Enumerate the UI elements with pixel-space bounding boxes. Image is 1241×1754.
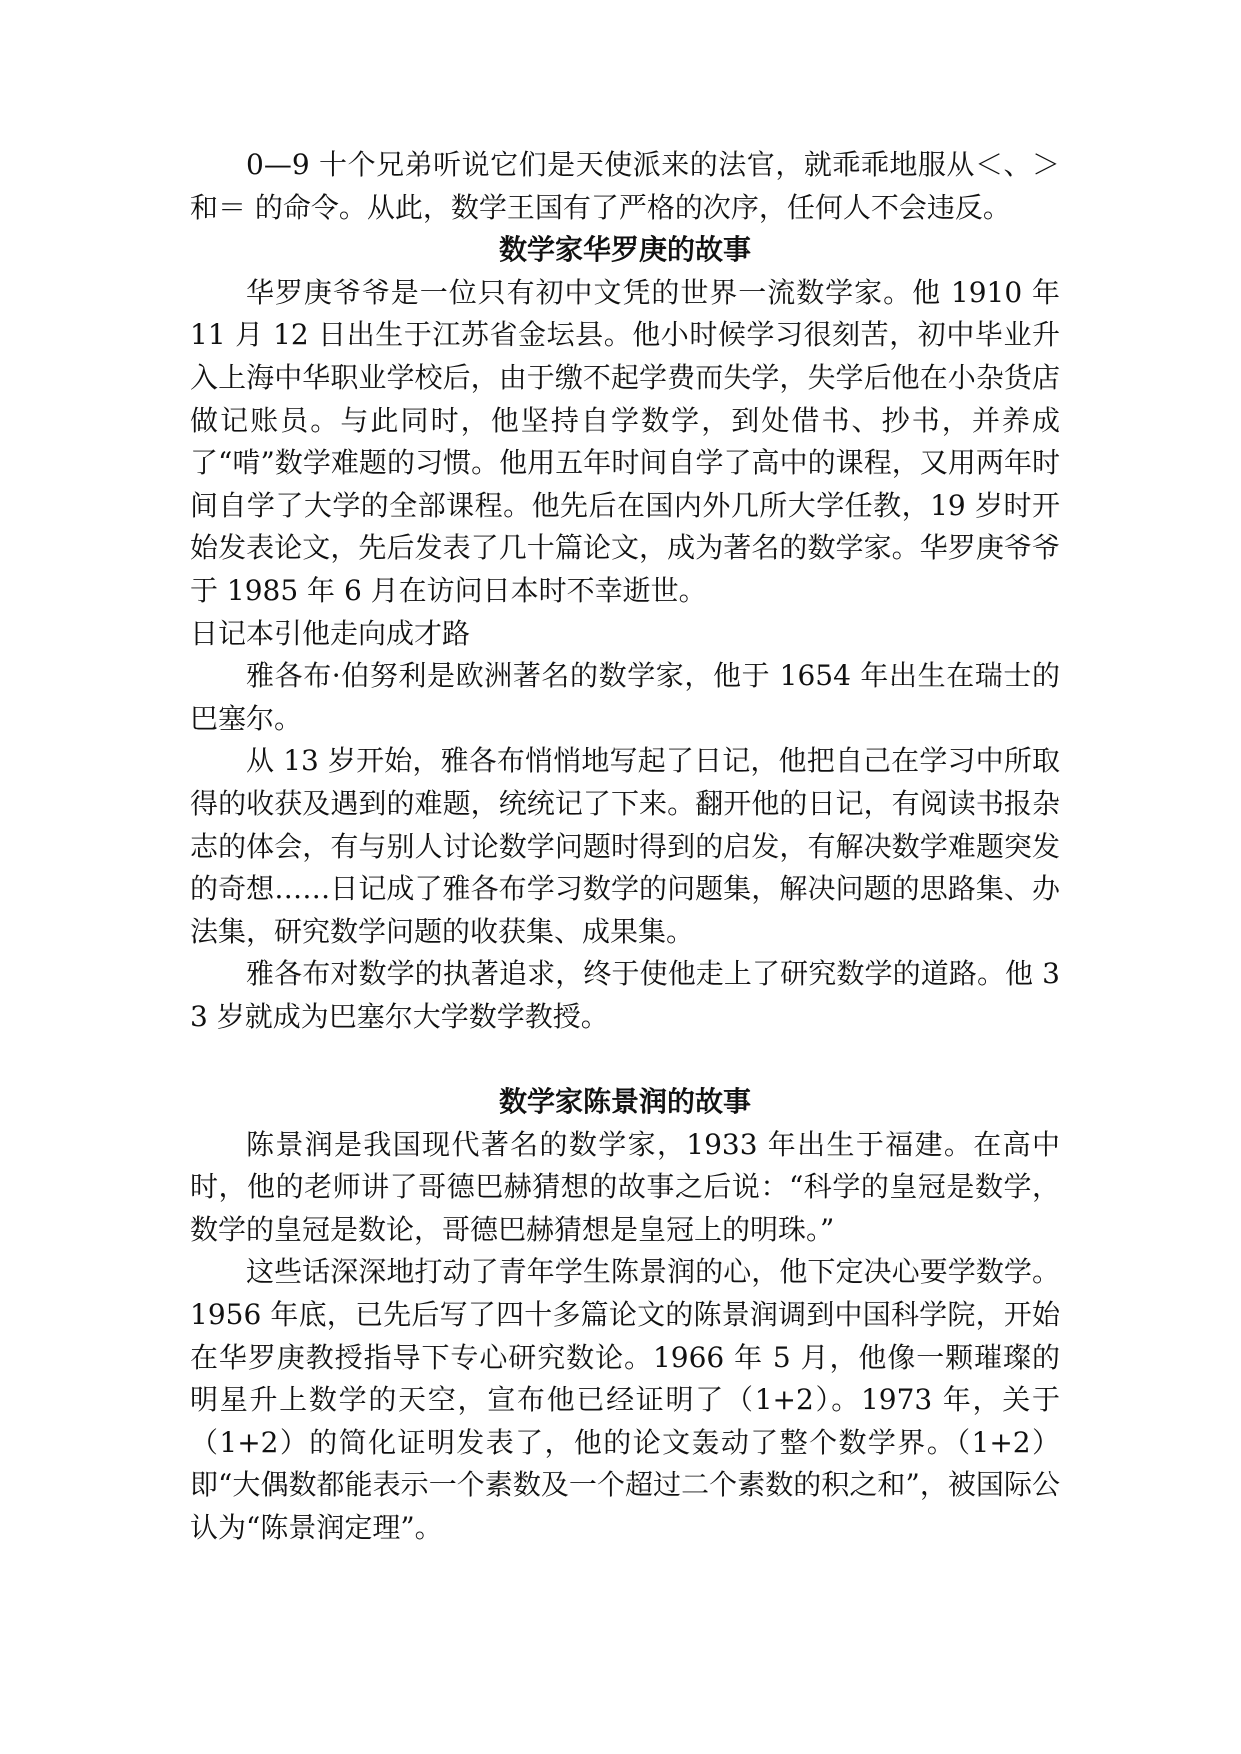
- section-spacer: [190, 1038, 1060, 1081]
- document-page: [190, 144, 1060, 1550]
- chen-paragraph-2: 这些话深深地打动了青年学生陈景润的心，他下定决心要学数学。1956 年底，已先后写了四十多篇论文的陈景润调到中国科学院，开始在华罗庚教授指导下专心研究数论。1966 年 5 月，他像一颗璀璨的明星升上数学的天空，宣布他已经证明了（1+2）。1973 年，关于（1+2）的简化证明发表了，他的论文轰动了整个数学界。（1+2）即“大偶数都能表示一个素数及一个超过二个素数的积之和”，被国际公认为“陈景润定理”。: [190, 1255, 1060, 1544]
- hua-luogeng-paragraph: 华罗庚爷爷是一位只有初中文凭的世界一流数学家。他 1910 年 11 月 12 日出生于江苏省金坛县。他小时候学习很刻苦，初中毕业升入上海中华职业学校后，由于缴不起学费而失学，失学后他在小杂货店做记账员。与此同时，他坚持自学数学，到处借书、抄书，并养成了“啃”数学难题的习惯。他用五年时间自学了高中的课程，又用两年时间自学了大学的全部课程。他先后在国内外几所大学任教，19 岁时开始发表论文，先后发表了几十篇论文，成为著名的数学家。华罗庚爷爷于 1985 年 6 月在访问日本时不幸逝世。: [190, 275, 1060, 607]
- intro-paragraph: 0—9 十个兄弟听说它们是天使派来的法官，就乖乖地服从＜、＞和＝ 的命令。从此，数学王国有了严格的次序，任何人不会违反。: [190, 148, 1060, 224]
- section-title-hua-luogeng: 数学家华罗庚的故事: [498, 233, 751, 267]
- jacob-paragraph-2: 从 13 岁开始，雅各布悄悄地写起了日记，他把自己在学习中所取得的收获及遇到的难题，统统记了下来。翻开他的日记，有阅读书报杂志的体会，有与别人讨论数学问题时得到的启发，有解决数学难题突发的奇想……日记成了雅各布学习数学的问题集，解决问题的思路集、办法集，研究数学问题的收获集、成果集。: [190, 744, 1060, 948]
- jacob-paragraph-1: 雅各布·伯努利是欧洲著名的数学家，他于 1654 年出生在瑞士的巴塞尔。: [190, 659, 1060, 735]
- chen-paragraph-1: 陈景润是我国现代著名的数学家，1933 年出生于福建。在高中时，他的老师讲了哥德巴赫猜想的故事之后说：“科学的皇冠是数学，数学的皇冠是数论，哥德巴赫猜想是皇冠上的明珠。”: [190, 1127, 1060, 1246]
- section-title-chen-jingrun: 数学家陈景润的故事: [498, 1085, 751, 1119]
- section-title-jacob-bernoulli: 日记本引他走向成才路: [190, 616, 471, 650]
- jacob-paragraph-3: 雅各布对数学的执著追求，终于使他走上了研究数学的道路。他 33 岁就成为巴塞尔大学数学教授。: [190, 957, 1060, 1033]
